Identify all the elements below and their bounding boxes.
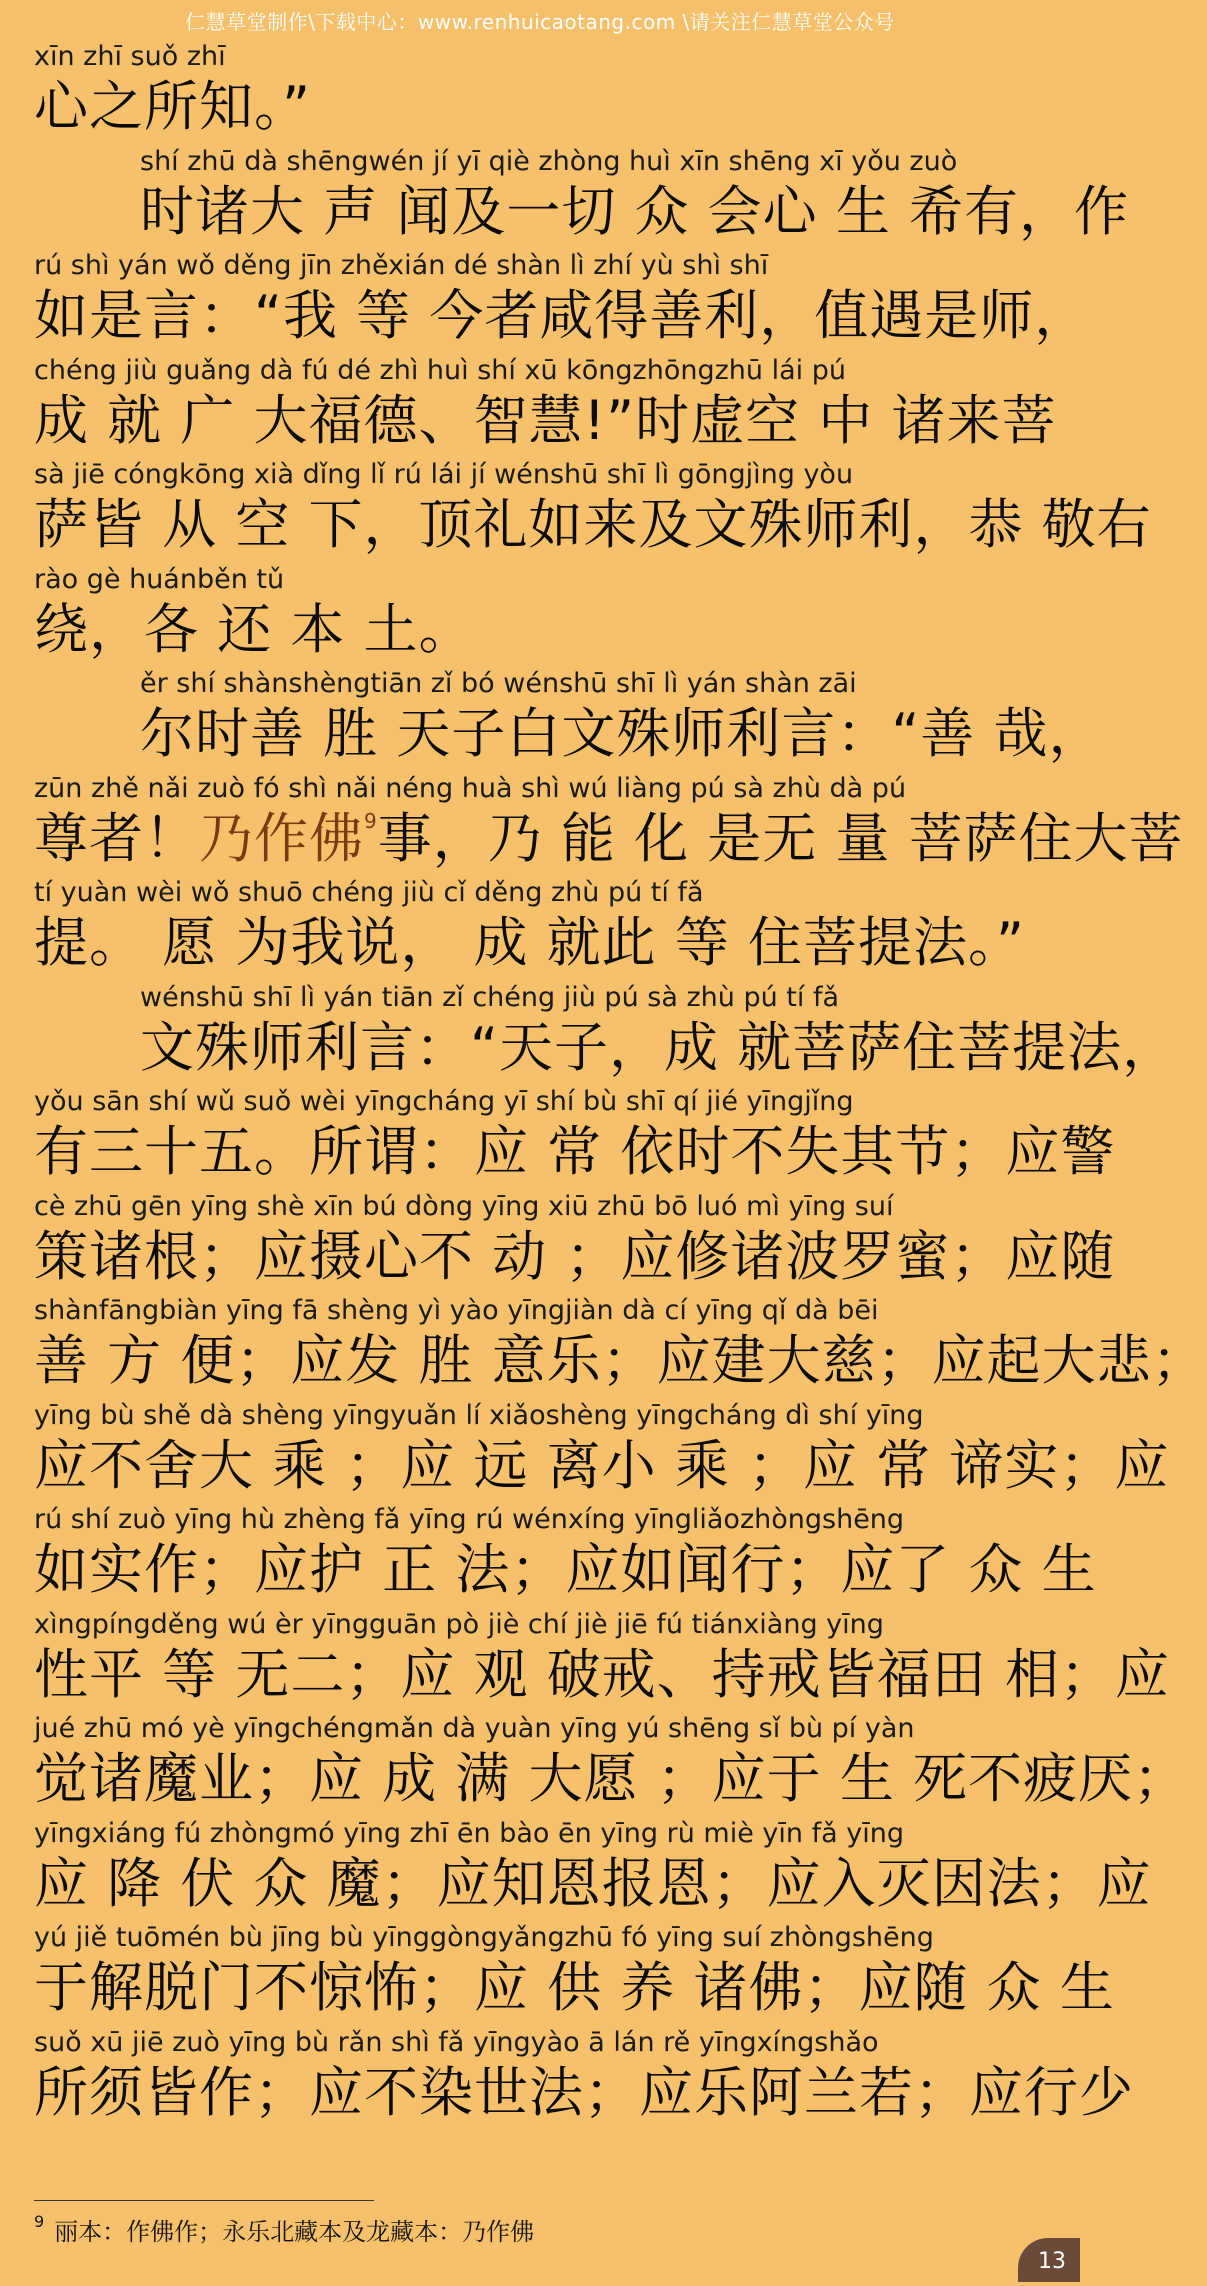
hanzi-row — [34, 806, 1184, 872]
hanzi-row: 应不舍大 乘 ；应 远 离小 乘 ；应 常 谛实；应 — [34, 1433, 1170, 1497]
hanzi-row: 如是言：“我 等 今者咸得善利，值遇是师， — [34, 284, 1090, 347]
hanzi-row: 善 方 便；应发 胜 意乐；应建大慈；应起大悲； — [34, 1329, 1207, 1392]
hanzi-row: 性平 等 无二；应 观 破戒、持戒皆福田 相；应 — [34, 1642, 1170, 1706]
text-line — [34, 1399, 1170, 1504]
text-line — [34, 1608, 1170, 1713]
pinyin-row: shí zhū dà shēngwén jí yī qiè zhòng huì xīn shēng xī yǒu zuò — [140, 145, 958, 177]
hanzi-row: 萨皆 从 空 下，顶礼如来及文殊师利，恭 敬右 — [34, 493, 1152, 556]
hanzi-row: 尔时善 胜 天子白文殊师利言：“善 哉， — [140, 702, 1104, 765]
hanzi-row: 心之所知。” — [34, 75, 311, 138]
hanzi-row: 应 降 伏 众 魔；应知恩报恩；应入灭因法；应 — [34, 1851, 1152, 1915]
pinyin-row: yīngxiáng fú zhòngmó yīng zhī ēn bào ēn yīng rù miè yīn fǎ yīng — [34, 1817, 904, 1849]
text-line — [34, 249, 1090, 354]
hanzi-row: 文殊师利言：“天子，成 就菩萨住菩提法， — [140, 1015, 1178, 1079]
hanzi-row: 策诸根；应摄心不 动 ；应修诸波罗蜜；应随 — [34, 1224, 1116, 1288]
text-line — [34, 40, 1050, 145]
hanzi-segment: 事，乃 能 化 是无 量 菩萨住大菩 — [377, 806, 1184, 870]
hanzi-row: 绕，各 还 本 土。 — [34, 597, 474, 661]
pinyin-row: xìngpíngděng wú èr yīngguān pò jiè chí jiè jiē fú tiánxiàng yīng — [34, 1608, 884, 1640]
pinyin-row: yǒu sān shí wǔ suǒ wèi yīngcháng yī shí bù shī qí jié yīngjǐng — [34, 1086, 854, 1117]
pinyin-row: rú shí zuò yīng hù zhèng fǎ yīng rú wénxíng yīngliǎozhòngshēng — [34, 1504, 905, 1535]
scripture-body — [34, 40, 1207, 2130]
pinyin-row: suǒ xū jiē zuò yīng bù rǎn shì fǎ yīngyào ā lán rě yīngxíngshǎo — [34, 2026, 879, 2058]
text-line — [34, 145, 1129, 250]
page-number-badge: 13 — [1018, 2238, 1080, 2282]
footnote-marker[interactable]: 9 — [364, 808, 378, 833]
pinyin-row: rào gè huánběn tǔ — [34, 563, 285, 595]
hanzi-row: 觉诸魔业；应 成 满 大愿 ；应于 生 死不疲厌； — [34, 1747, 1188, 1810]
pinyin-row: xīn zhī suǒ zhī — [34, 41, 226, 72]
text-line — [34, 1712, 1188, 1817]
pinyin-row: yú jiě tuōmén bù jīng bù yīnggòngyǎngzhū fó yīng suí zhòngshēng — [34, 1922, 934, 1953]
text-line — [34, 458, 1152, 563]
pinyin-row: zūn zhě nǎi zuò fó shì nǎi néng huà shì wú liàng pú sà zhù dà pú — [34, 772, 907, 804]
footnote-text: 丽本：作佛作；永乐北藏本及龙藏本：乃作佛 — [54, 2218, 535, 2246]
text-line — [34, 1085, 1116, 1190]
text-line — [34, 1294, 1207, 1399]
hanzi-row: 于解脱门不惊怖；应 供 养 诸佛；应随 众 生 — [34, 1956, 1115, 2019]
text-line — [34, 563, 1050, 668]
pinyin-row: ěr shí shànshèngtiān zǐ bó wénshū shī lì yán shàn zāi — [140, 668, 857, 699]
hanzi-row: 所须皆作；应不染世法；应乐阿兰若；应行少 — [34, 2060, 1134, 2124]
text-line — [34, 1503, 1097, 1608]
text-line — [34, 772, 1184, 877]
text-line — [34, 1190, 1116, 1295]
hanzi-row: 有三十五。所谓：应 常 依时不失其节；应警 — [34, 1120, 1116, 1183]
footnote-divider — [34, 2200, 374, 2201]
pinyin-row: sà jiē cóngkōng xià dǐng lǐ rú lái jí wénshū shī lì gōngjìng yòu — [34, 459, 854, 490]
hanzi-row: 成 就 广 大福德、智慧!”时虚空 中 诸来菩 — [34, 388, 1057, 452]
hanzi-segment: 尊者！ — [34, 806, 199, 870]
pinyin-row: shànfāngbiàn yīng fā shèng yì yào yīngjiàn dà cí yīng qǐ dà bēi — [34, 1295, 879, 1326]
pinyin-row: tí yuàn wèi wǒ shuō chéng jiù cǐ děng zhù pú tí fǎ — [34, 877, 704, 908]
pinyin-row: chéng jiù guǎng dà fú dé zhì huì shí xū kōngzhōngzhū lái pú — [34, 354, 846, 386]
pinyin-row: jué zhū mó yè yīngchéngmǎn dà yuàn yīng yú shēng sǐ bù pí yàn — [34, 1713, 915, 1744]
hanzi-row: 如实作；应护 正 法；应如闻行；应了 众 生 — [34, 1538, 1097, 1601]
text-line — [34, 876, 1050, 981]
footnote — [34, 2212, 534, 2247]
text-line — [34, 981, 1178, 1086]
hanzi-row: 时诸大 声 闻及一切 众 会心 生 希有，作 — [140, 179, 1129, 243]
pinyin-row: yīng bù shě dà shèng yīngyuǎn lí xiǎoshèng yīngcháng dì shí yīng — [34, 1399, 924, 1431]
page-header: 仁慧草堂制作\下载中心：www.renhuicaotang.com \请关注仁慧草堂公众号 — [185, 10, 895, 34]
pinyin-row: rú shì yán wǒ děng jīn zhěxián dé shàn lì zhí yù shì shī — [34, 250, 769, 281]
text-line — [34, 2026, 1134, 2131]
pinyin-row: wénshū shī lì yán tiān zǐ chéng jiù pú sà zhù pú tí fǎ — [140, 981, 839, 1013]
text-line — [34, 1921, 1115, 2026]
annotated-phrase: 乃作佛 — [199, 806, 364, 870]
pinyin-row: cè zhū gēn yīng shè xīn bú dòng yīng xiū zhū bō luó mì yīng suí — [34, 1190, 894, 1222]
text-line — [34, 667, 1104, 772]
hanzi-row: 提。 愿 为我说， 成 就此 等 住菩提法。” — [34, 911, 1025, 974]
text-line — [34, 354, 1057, 459]
footnote-number: 9 — [34, 2212, 45, 2231]
text-line — [34, 1817, 1152, 1922]
